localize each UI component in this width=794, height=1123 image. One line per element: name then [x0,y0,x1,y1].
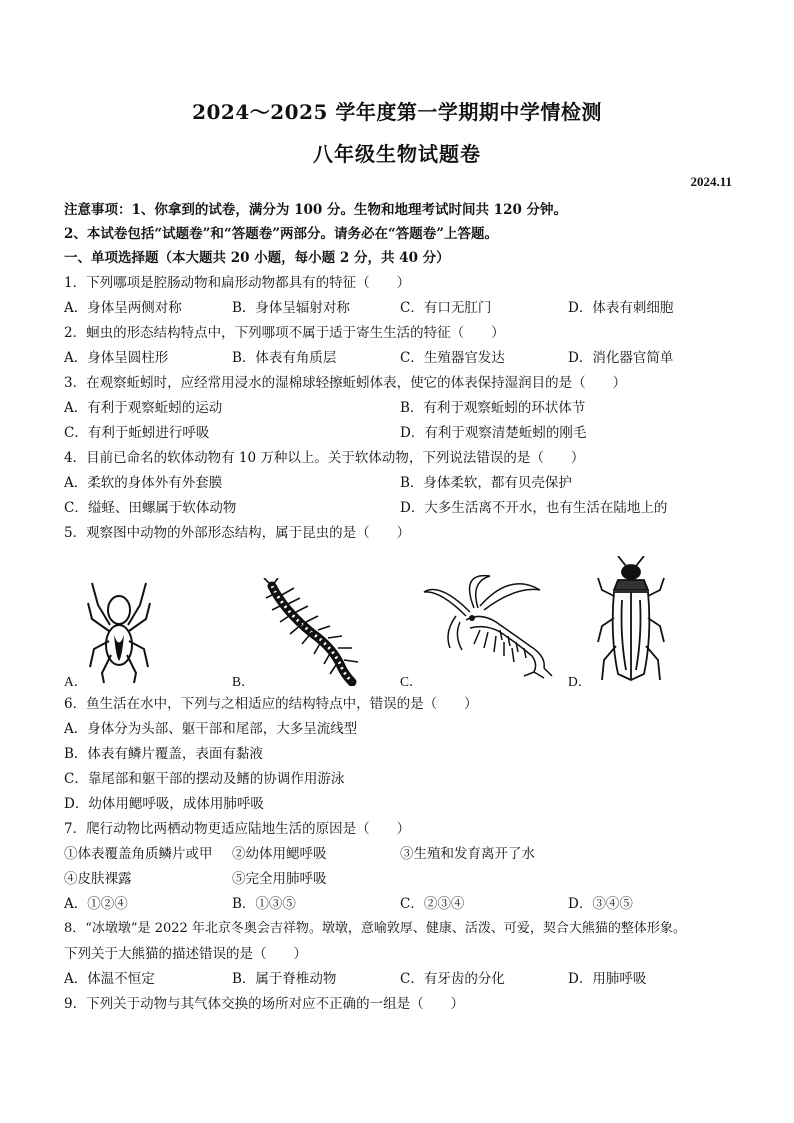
q4-option-d: D．大多生活离不开水，也有生活在陆地上的 [400,500,668,516]
q8-option-b: B．属于脊椎动物 [232,971,337,987]
question-3-stem: 3．在观察蚯蚓时，应经常用浸水的湿棉球轻擦蚯蚓体表，使它的体表保持湿润目的是（ ） [64,375,627,391]
q1-option-a: A．身体呈两侧对称 [64,300,182,316]
q5-option-c: C． [400,674,423,689]
section-heading: 一、单项选择题（本大题共 20 小题，每小题 2 分，共 40 分） [64,250,450,266]
q4-option-b: B．身体柔软，都有贝壳保护 [400,475,572,491]
insect-figure [596,556,666,686]
q1-option-d: D．体表有刺细胞 [568,300,674,316]
question-4-stem: 4．目前已命名的软体动物有 10 万种以上。关于软体动物，下列说法错误的是（ ） [64,450,585,466]
question-7-stem: 7．爬行动物比两栖动物更适应陆地生活的原因是（ ） [64,821,411,837]
exam-date: 2024.11 [690,174,732,189]
spider-figure [84,575,154,685]
q7-option-a: A．①②④ [64,896,128,912]
question-8-stem-2: 下列关于大熊猫的描述错误的是（ ） [64,946,307,962]
q3-option-b: B．有利于观察蚯蚓的环状体节 [400,400,586,416]
q3-option-c: C．有利于蚯蚓进行呼吸 [64,425,210,441]
q7-option-d: D．③④⑤ [568,896,633,912]
q2-option-d: D．消化器官简单 [568,350,674,366]
exam-subtitle: 八年级生物试题卷 [313,142,481,166]
q4-option-c: C．缢蛏、田螺属于软体动物 [64,500,237,516]
q7-item-2: ②幼体用鳃呼吸 [232,846,327,862]
q6-option-a: A．身体分为头部、躯干部和尾部，大多呈流线型 [64,721,358,737]
q6-option-b: B．体表有鳞片覆盖，表面有黏液 [64,746,263,762]
q2-option-c: C．生殖器官发达 [400,350,505,366]
q3-option-d: D．有利于观察清楚蚯蚓的刚毛 [400,425,587,441]
q4-option-a: A．柔软的身体外有外套膜 [64,475,223,491]
question-9-stem: 9．下列关于动物与其气体交换的场所对应不正确的一组是（ ） [64,996,465,1012]
question-8-stem: 8．“冰墩墩”是 2022 年北京冬奥会吉祥物。墩墩，意喻敦厚、健康、活泼、可爱，契合大熊猫的整体形象。 [64,921,686,936]
q7-option-b: B．①③⑤ [232,896,296,912]
centipede-figure [260,578,370,686]
question-5-stem: 5．观察图中动物的外部形态结构，属于昆虫的是（ ） [64,525,411,541]
q1-option-c: C．有口无肛门 [400,300,492,316]
q1-option-b: B．身体呈辐射对称 [232,300,350,316]
q5-option-a: A． [64,674,88,689]
q2-option-a: A．身体呈圆柱形 [64,350,169,366]
q6-option-d: D．幼体用鳃呼吸，成体用肺呼吸 [64,796,264,812]
question-2-stem: 2．蛔虫的形态结构特点中，下列哪项不属于适于寄生生活的特征（ ） [64,325,505,341]
q6-option-c: C．靠尾部和躯干部的摆动及鳍的协调作用游泳 [64,771,345,787]
q5-option-d: D． [568,674,592,689]
q8-option-a: A．体温不恒定 [64,971,155,987]
q7-item-4: ④皮肤裸露 [64,871,132,887]
q7-item-3: ③生殖和发育离开了水 [400,846,535,862]
q7-item-1: ①体表覆盖角质鳞片或甲 [64,846,213,862]
exam-title: 2024～2025 学年度第一学期期中学情检测 [192,100,602,124]
q7-option-c: C．②③④ [400,896,465,912]
question-1-stem: 1．下列哪项是腔肠动物和扁形动物都具有的特征（ ） [64,275,411,291]
notes-line-2: 2、本试卷包括“试题卷”和“答题卷”两部分。请务必在“答题卷”上答题。 [64,226,498,242]
q2-option-b: B．体表有角质层 [232,350,337,366]
q5-option-b: B． [232,674,255,689]
notes-line-1: 注意事项：1、你拿到的试卷，满分为 100 分。生物和地理考试时间共 120 分钟。 [64,202,568,218]
question-6-stem: 6．鱼生活在水中，下列与之相适应的结构特点中，错误的是（ ） [64,696,478,712]
shrimp-figure [420,572,560,680]
q8-option-c: C．有牙齿的分化 [400,971,505,987]
q7-item-5: ⑤完全用肺呼吸 [232,871,327,887]
q8-option-d: D．用肺呼吸 [568,971,647,987]
q3-option-a: A．有利于观察蚯蚓的运动 [64,400,223,416]
